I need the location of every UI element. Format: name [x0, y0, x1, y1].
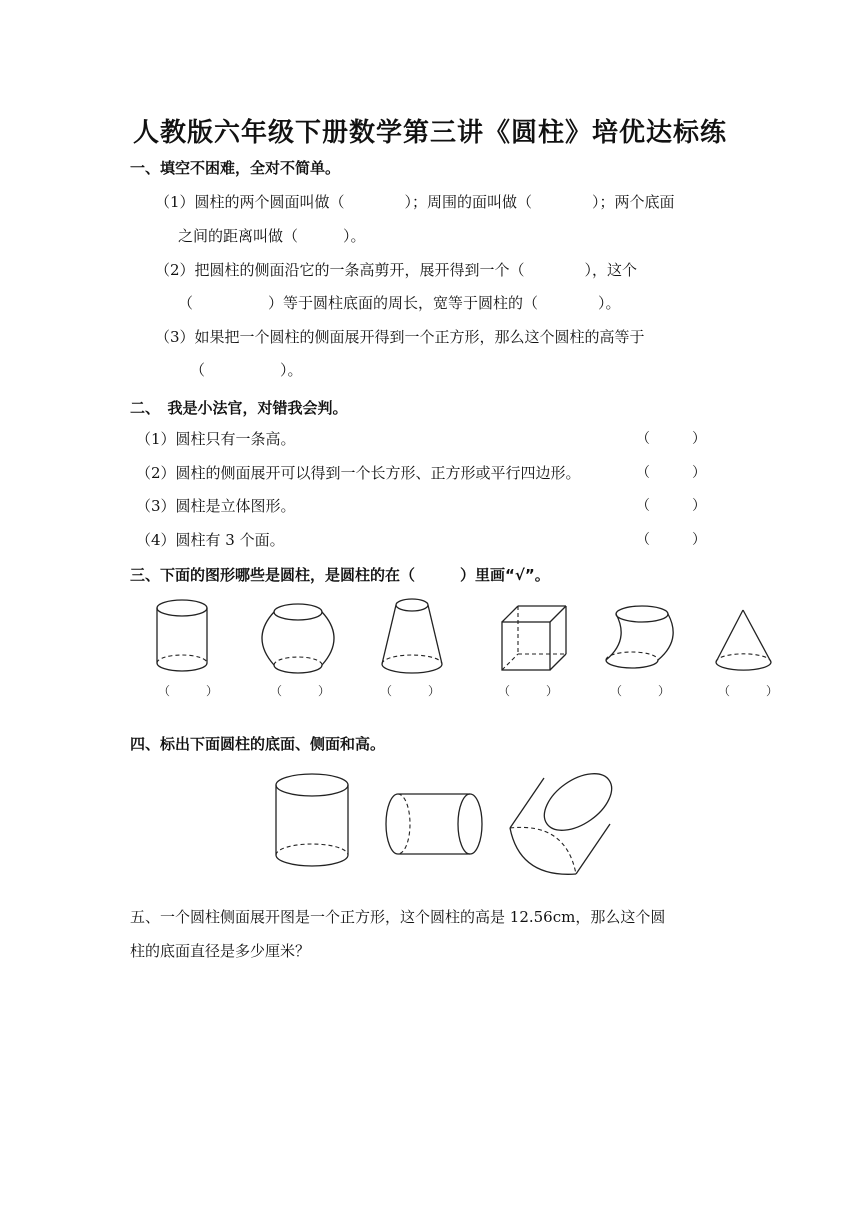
- q3-line2: （ ）。: [190, 361, 303, 379]
- curved-shape: [606, 606, 673, 668]
- tilted-cylinder: [510, 762, 622, 874]
- judge-answer-3[interactable]: （ ）: [636, 498, 706, 514]
- cylinder-shape-1: [157, 600, 207, 671]
- cone-shape: [716, 610, 771, 670]
- label-cylinders-figure: [260, 760, 640, 880]
- section-2-heading: 二、 我是小法官，对错我会判。: [130, 399, 348, 417]
- shape-answer-5[interactable]: （ ）: [610, 684, 671, 698]
- shape-answer-2[interactable]: （ ）: [270, 684, 331, 698]
- shape-answer-6[interactable]: （ ）: [718, 684, 779, 698]
- cube-shape: [502, 606, 566, 670]
- frustum-shape: [382, 599, 442, 673]
- judge-answer-1[interactable]: （ ）: [636, 431, 706, 447]
- section-3-heading: 三、下面的图形哪些是圆柱，是圆柱的在（ ）里画“√”。: [130, 566, 550, 584]
- q1-line2: 之间的距离叫做（ ）。: [178, 227, 366, 245]
- q2-line2: （ ）等于圆柱底面的周长，宽等于圆柱的（ ）。: [178, 294, 621, 312]
- judge-item-1: （1）圆柱只有一条高。: [136, 430, 296, 448]
- q1-line1: （1）圆柱的两个圆面叫做（ ）；周围的面叫做（ ）；两个底面: [155, 193, 675, 211]
- q3-line1: （3）如果把一个圆柱的侧面展开得到一个正方形，那么这个圆柱的高等于: [155, 328, 645, 346]
- shapes-figure: [120, 590, 810, 705]
- section-5-line2: 柱的底面直径是多少厘米？: [130, 942, 311, 960]
- judge-item-2: （2）圆柱的侧面展开可以得到一个长方形、正方形或平行四边形。: [136, 464, 581, 482]
- judge-answer-2[interactable]: （ ）: [636, 465, 706, 481]
- q2-line1: （2）把圆柱的侧面沿它的一条高剪开，展开得到一个（ ），这个: [155, 261, 638, 279]
- section-1-heading: 一、填空不困难，全对不简单。: [130, 159, 341, 177]
- judge-answer-4[interactable]: （ ）: [636, 532, 706, 548]
- barrel-shape: [262, 604, 334, 673]
- page-title: 人教版六年级下册数学第三讲《圆柱》培优达标练: [132, 118, 727, 148]
- shape-answer-1[interactable]: （ ）: [158, 684, 219, 698]
- shape-answer-3[interactable]: （ ）: [380, 684, 441, 698]
- section-4-heading: 四、标出下面圆柱的底面、侧面和高。: [130, 735, 386, 753]
- section-5-line1: 五、一个圆柱侧面展开图是一个正方形，这个圆柱的高是 12.56cm，那么这个圆: [130, 908, 666, 926]
- lying-cylinder: [386, 794, 482, 854]
- shape-answer-4[interactable]: （ ）: [498, 684, 559, 698]
- upright-cylinder: [276, 774, 348, 866]
- judge-item-3: （3）圆柱是立体图形。: [136, 497, 296, 515]
- judge-item-4: （4）圆柱有 3 个面。: [136, 531, 285, 549]
